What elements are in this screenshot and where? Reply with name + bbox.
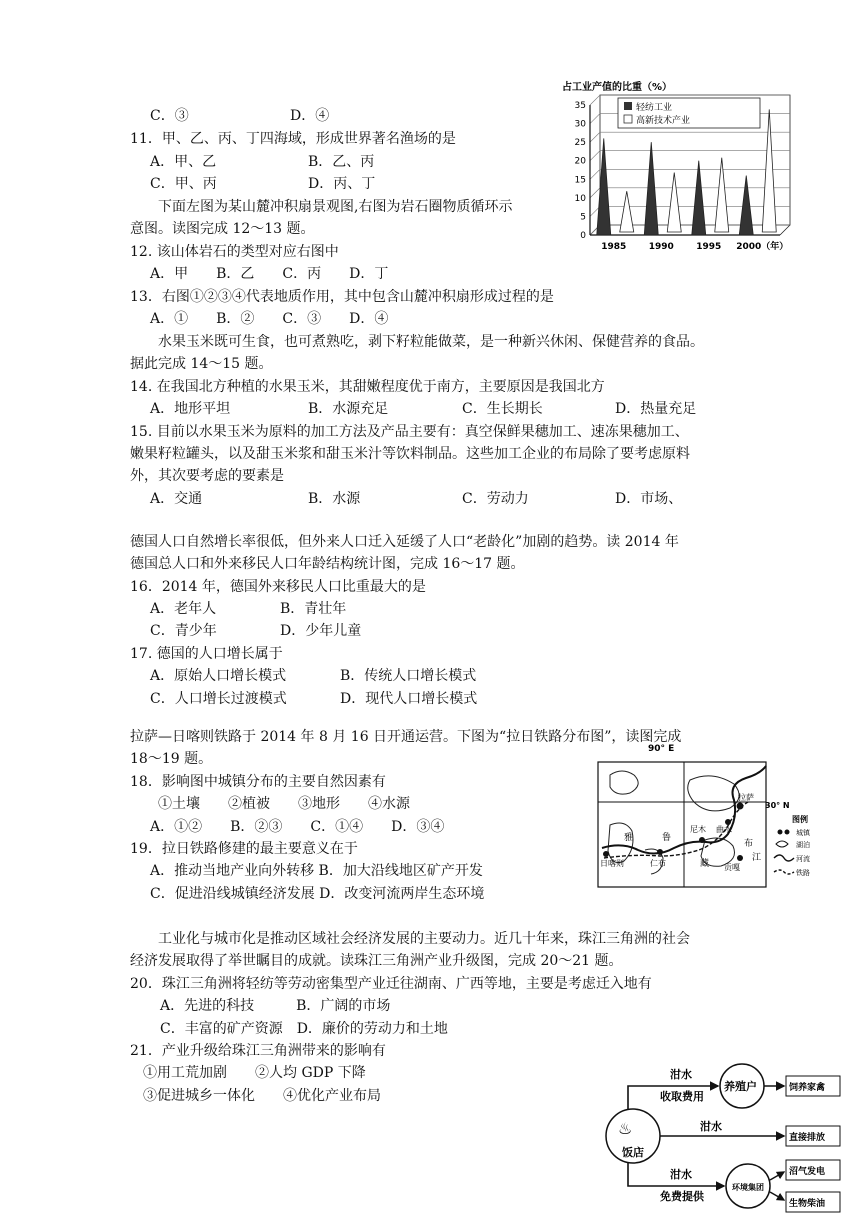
q16-option-c: C．青少年	[150, 623, 217, 639]
town-rikaze	[603, 851, 609, 857]
env-arrow-up	[770, 1172, 784, 1180]
intro-18-line1: 拉萨—日喀则铁路于 2014 年 8 月 16 日开通运营。下图为“拉日铁路分布图”，读图完成	[130, 729, 682, 745]
legend-river: 河流	[796, 855, 810, 863]
legend-town: 城镇	[796, 829, 810, 837]
legend-town-symbol	[778, 830, 783, 835]
mid-water-label: 泔水	[700, 1120, 722, 1133]
intro-16-line1: 德国人口自然增长率很低，但外来人口迁入延缓了人口“老龄化”加剧的趋势。读 2014 年	[130, 534, 679, 550]
legend-swatch-light-industry	[624, 102, 632, 110]
chart-floor-edge-right	[780, 225, 790, 235]
legend-title: 图例	[792, 815, 808, 824]
y-tick-label: 5	[580, 212, 586, 223]
intro-16-line2: 德国总人口和外来移民人口年龄结构统计图，完成 16～17 题。	[130, 556, 525, 572]
label-jiang: 江	[752, 853, 762, 863]
q15-option-d: D．市场、	[615, 491, 683, 507]
x-tick-label: 1995	[696, 242, 722, 252]
q10-option-c: C．③	[150, 108, 189, 124]
q20-options-ab: A．先进的科技 B．广阔的市场	[160, 998, 391, 1014]
map-legend	[774, 814, 811, 877]
q13-stem: 13．右图①②③④代表地质作用，其中包含山麓冲积扇形成过程的是	[130, 289, 554, 305]
y-tick-label: 10	[574, 193, 586, 204]
label-lasa: 拉萨	[738, 793, 754, 802]
q11-option-a: A．甲、乙	[150, 154, 217, 170]
top-fee-label: 收取费用	[660, 1090, 704, 1103]
q15-line3: 外，其次要考虑的要素是	[130, 468, 284, 484]
label-zang: 藏	[700, 859, 710, 869]
q13-options: A．① B．② C．③ D．④	[150, 311, 389, 327]
legend-rail: 铁路	[796, 869, 810, 877]
q12-stem: 12. 该山体岩石的类型对应右图中	[130, 244, 339, 260]
q16-stem: 16．2014 年，德国外来移民人口比重最大的是	[130, 579, 426, 595]
q18-items: ①土壤 ②植被 ③地形 ④水源	[158, 796, 410, 812]
town-nimu	[699, 837, 705, 843]
legend-lake-symbol	[776, 841, 788, 847]
intro-12-line1: 下面左图为某山麓冲积扇景观图,右图为岩石圈物质循环示	[158, 199, 513, 215]
legend-swatch-hitech	[624, 115, 632, 123]
y-tick-label: 15	[574, 175, 586, 186]
legend-light-industry: 轻纺工业	[636, 103, 673, 113]
q20-options-cd: C．丰富的矿产资源 D．廉价的劳动力和土地	[160, 1021, 448, 1037]
q21-items-34: ③促进城乡一体化 ④优化产业布局	[143, 1088, 381, 1104]
y-tick-label: 0	[580, 231, 586, 241]
q21-stem: 21．产业升级给珠江三角洲带来的影响有	[130, 1043, 386, 1059]
q18-stem: 18．影响图中城镇分布的主要自然因素有	[130, 774, 386, 790]
q11-option-d: D．丙、丁	[308, 176, 376, 192]
q15-option-a: A．交通	[150, 491, 203, 507]
label-qushui: 曲水	[716, 825, 732, 834]
feed-label: 饲养家禽	[789, 1083, 826, 1093]
gas-label: 沼气发电	[789, 1167, 826, 1177]
intro-12-line2: 意图。读图完成 12～13 题。	[130, 221, 315, 237]
meridian-label: 90° E	[648, 744, 675, 754]
legend-hitech: 高新技术产业	[636, 116, 691, 126]
q17-option-b: B．传统人口增长模式	[340, 668, 477, 684]
q16-option-b: B．青壮年	[280, 601, 347, 617]
intro-14-line2: 据此完成 14～15 题。	[130, 356, 273, 372]
q17-stem: 17. 德国的人口增长属于	[130, 646, 283, 662]
label-nimu: 尼木	[690, 825, 706, 834]
q12-options: A．甲 B．乙 C．丙 D．丁	[150, 266, 389, 282]
town-gongga	[737, 855, 743, 861]
intro-14-line1: 水果玉米既可生食，也可煮熟吃，剥下籽粒能做菜，是一种新兴休闲、保健营养的食品。	[158, 334, 704, 350]
town-renbu	[657, 849, 663, 855]
q17-option-a: A．原始人口增长模式	[150, 668, 287, 684]
legend-rail-symbol	[774, 870, 794, 874]
legend-lake: 湖泊	[796, 841, 810, 849]
diesel-label: 生物柴油	[789, 1199, 826, 1209]
q17-option-c: C．人口增长过渡模式	[150, 691, 287, 707]
restaurant-icon: ♨	[618, 1119, 633, 1138]
label-bu: 布	[744, 839, 754, 849]
x-tick-label: 1985	[601, 242, 627, 252]
q14-option-c: C．生长期长	[462, 401, 543, 417]
parallel-label: 30° N	[765, 801, 790, 810]
chart-title: 占工业产值的比重（%）	[562, 82, 673, 93]
x-tick-label: 1990	[648, 242, 674, 252]
chart-legend	[618, 98, 760, 128]
label-ya: 雅	[624, 833, 634, 843]
q15-option-b: B．水源	[308, 491, 361, 507]
intro-20-line1: 工业化与城市化是推动区域社会经济发展的主要动力。近几十年来，珠江三角洲的社会	[158, 931, 690, 947]
q14-option-a: A．地形平坦	[150, 401, 231, 417]
bottom-water-label: 泔水	[670, 1168, 692, 1181]
intro-20-line2: 经济发展取得了举世瞩目的成就。读珠江三角洲产业升级图，完成 20～21 题。	[130, 953, 623, 969]
q18-options: A．①② B．②③ C．①④ D．③④	[150, 819, 445, 835]
bottom-free-label: 免费提供	[660, 1190, 704, 1203]
q19-options-cd: C．促进沿线城镇经济发展 D．改变河流两岸生态环境	[150, 886, 485, 902]
q10-option-d: D．④	[290, 108, 330, 124]
legend-river-symbol	[774, 855, 794, 861]
label-renbu: 仁布	[650, 859, 666, 868]
label-rikaze: 日喀则	[600, 859, 624, 868]
y-tick-label: 25	[574, 138, 586, 149]
q20-stem: 20．珠江三角洲将轻纺等劳动密集型产业迁往湖南、广西等地，主要是考虑迁入地有	[130, 976, 652, 992]
industry-share-chart	[558, 78, 848, 258]
q11-option-b: B．乙、丙	[308, 154, 375, 170]
label-lu: 鲁	[662, 833, 672, 843]
q15-line2: 嫩果籽粒罐头，以及甜玉米浆和甜玉米汁等饮料制品。这些加工企业的布局除了要考虑原料	[130, 446, 690, 462]
env-group-label: 环境集团	[732, 1183, 764, 1192]
q15-option-c: C．劳动力	[462, 491, 529, 507]
q17-option-d: D．现代人口增长模式	[340, 691, 478, 707]
lari-railway-map	[590, 740, 840, 892]
q16-option-a: A．老年人	[150, 601, 217, 617]
q15-line1: 15. 目前以水果玉米为原料的加工方法及产品主要有：真空保鲜果穗加工、速冻果穗加工、	[130, 424, 689, 440]
intro-18-line2: 18～19 题。	[130, 751, 213, 767]
env-arrow-down	[770, 1192, 784, 1200]
direct-label: 直接排放	[789, 1133, 826, 1143]
q21-items-12: ①用工荒加剧 ②人均 GDP 下降	[143, 1065, 366, 1081]
top-water-label: 泔水	[670, 1068, 692, 1081]
farmer-label: 养殖户	[724, 1080, 757, 1093]
q19-stem: 19．拉日铁路修建的最主要意义在于	[130, 841, 358, 857]
q14-option-b: B．水源充足	[308, 401, 389, 417]
label-gongga: 贡嘎	[724, 863, 740, 872]
x-tick-label: 2000（年）	[736, 242, 789, 252]
town-lasa	[737, 803, 744, 810]
q11-option-c: C．甲、丙	[150, 176, 217, 192]
q16-option-d: D．少年儿童	[280, 623, 362, 639]
y-tick-label: 35	[574, 101, 586, 111]
y-tick-label: 20	[574, 156, 586, 167]
swill-flow-diagram	[600, 1060, 850, 1216]
q14-option-d: D．热量充足	[615, 401, 697, 417]
y-tick-label: 30	[574, 119, 586, 130]
q11-stem: 11．甲、乙、丙、丁四海域，形成世界著名渔场的是	[130, 131, 456, 147]
restaurant-label: 饭店	[622, 1146, 644, 1159]
q14-stem: 14. 在我国北方种植的水果玉米，其甜嫩程度优于南方，主要原因是我国北方	[130, 379, 605, 395]
q19-options-ab: A．推动当地产业向外转移 B．加大沿线地区矿产开发	[150, 863, 483, 879]
